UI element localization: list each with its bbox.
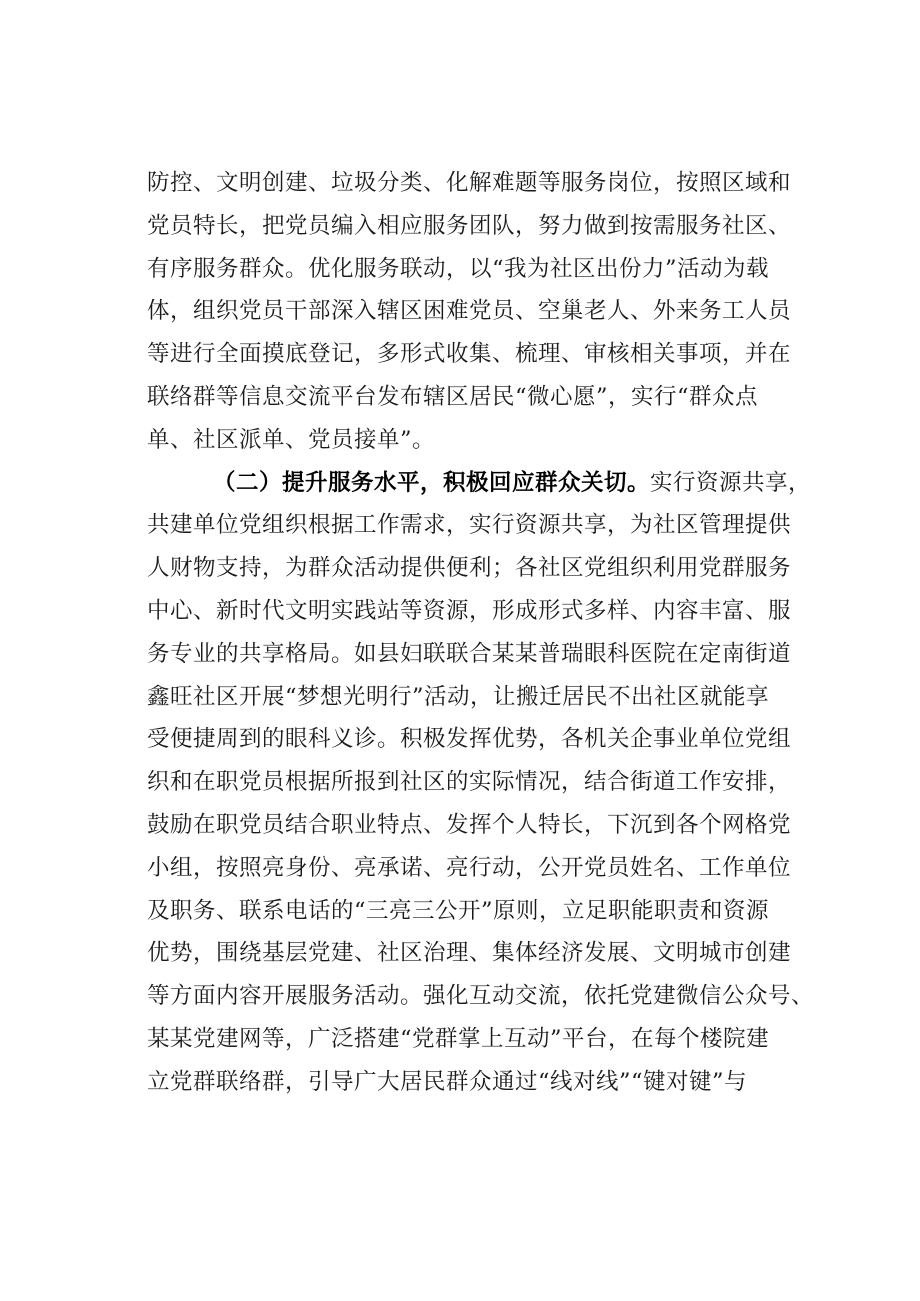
text-line: 优势，围绕基层党建、社区治理、集体经济发展、文明城市创建 (147, 940, 792, 967)
text-line: 党员特长，把党员编入相应服务团队，努力做到按需服务社区、 (147, 212, 792, 239)
body-text (147, 162, 827, 1104)
text-line: 及职务、联系电话的“三亮三公开”原则，立足职能职责和资源 (147, 897, 770, 924)
text-line: 体，组织党员干部深入辖区困难党员、空巢老人、外来务工人员 (147, 298, 792, 325)
text-line: 务专业的共享格局。如县妇联联合某某普瑞眼科医院在定南街道 (147, 640, 792, 667)
text-line: 织和在职党员根据所报到社区的实际情况，结合街道工作安排， (147, 769, 792, 796)
text-line: 等进行全面摸底登记，多形式收集、梳理、审核相关事项，并在 (147, 341, 792, 368)
text-line: 单、社区派单、党员接单”。 (147, 426, 436, 453)
text-line: 某某党建网等，广泛搭建“党群掌上互动”平台，在每个楼院建 (147, 1025, 770, 1052)
text-line: 等方面内容开展服务活动。强化互动交流，依托党建微信公众号、 (147, 983, 815, 1010)
text-line: 防控、文明创建、垃圾分类、化解难题等服务岗位，按照区域和 (147, 170, 792, 196)
text-line: 共建单位党组织根据工作需求，实行资源共享，为社区管理提供 (147, 512, 792, 539)
text-line: 有序服务群众。优化服务联动，以“我为社区出份力”活动为载 (147, 255, 770, 282)
text-line: 鼓励在职党员结合职业特点、发挥个人特长，下沉到各个网格党 (147, 811, 792, 838)
text-line: 受便捷周到的眼科义诊。积极发挥优势，各机关企事业单位党组 (147, 726, 792, 753)
paragraph-start-line (147, 462, 827, 505)
section-heading: （二）提升服务水平，积极回应群众关切。 (213, 469, 651, 496)
text-line: 小组，按照亮身份、亮承诺、亮行动，公开党员姓名、工作单位 (147, 854, 792, 881)
text-line: 鑫旺社区开展“梦想光明行”活动，让搬迁居民不出社区就能享 (147, 683, 770, 710)
text-line: 联络群等信息交流平台发布辖区居民“微心愿”，实行“群众点 (147, 383, 759, 410)
text-line: 人财物支持，为群众活动提供便利；各社区党组织利用党群服务 (147, 555, 792, 582)
text-line: 中心、新时代文明实践站等资源，形成形式多样、内容丰富、服 (147, 597, 792, 624)
text-line: 立党群联络群，引导广大居民群众通过“线对线”“键对键”与 (147, 1068, 748, 1095)
text-line-rest: 实行资源共享， (650, 469, 812, 496)
